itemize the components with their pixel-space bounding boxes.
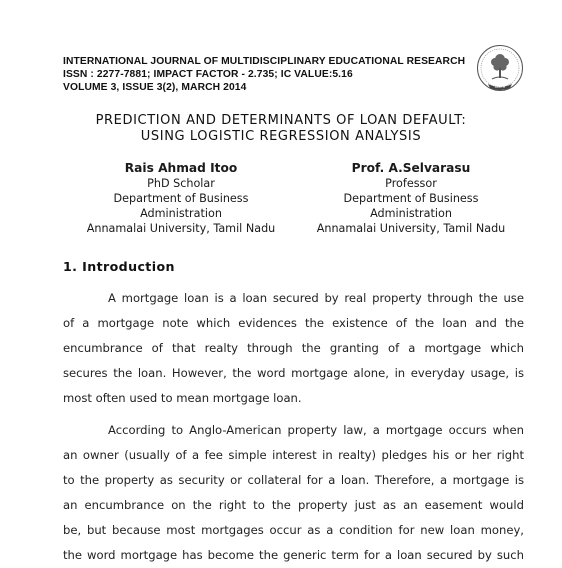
text-line: an encumbrance on the right to the property just as an easement would [63,498,524,512]
svg-text:IJMER: IJMER [494,85,506,90]
author-department: Department of Business [343,192,479,205]
journal-name: INTERNATIONAL JOURNAL OF MULTIDISCIPLINARY EDUCATIONAL RESEARCH [63,56,466,67]
text-line: an owner (usually of a fee simple interest in realty) pledges his or her right [63,448,524,462]
paragraph-2 [63,418,524,568]
text-line: to the property as security or collateral for a loan. Therefore, a mortgage is [63,473,524,487]
author-role: Professor [385,177,437,190]
text-line: secures the loan. However, the word mortgage alone, in everyday usage, is [63,366,524,380]
author-affiliation: Annamalai University, Tamil Nadu [316,222,506,235]
author-department-cont: Administration [140,207,222,220]
text-line: be, but because most mortgages occur as a condition for new loan money, [63,523,524,537]
author-name: Prof. A.Selvarasu [351,161,471,175]
paragraph-1 [63,286,524,411]
author-name: Rais Ahmad Itoo [124,161,238,175]
text-line: A mortgage loan is a loan secured by real property through the use [108,291,524,305]
text-line: of a mortgage note which evidences the existence of the loan and the [63,316,524,330]
paper-title [0,113,562,145]
author-department-cont: Administration [370,207,452,220]
journal-issn: ISSN : 2277-7881; IMPACT FACTOR - 2.735; IC VALUE:5.16 [63,69,353,80]
text-line: most often used to mean mortgage loan. [63,391,302,405]
tree-seal-icon [476,44,524,92]
section-heading: 1. Introduction [63,259,175,274]
text-line: the word mortgage has become the generic term for a loan secured by such [63,548,524,562]
text-line: encumbrance of that realty through the granting of a mortgage which [63,341,524,355]
text-line: According to Anglo-American property law, a mortgage occurs when [108,423,524,437]
author-department: Department of Business [113,192,249,205]
author-block-2 [298,160,524,236]
author-role: PhD Scholar [147,177,215,190]
author-affiliation: Annamalai University, Tamil Nadu [86,222,276,235]
title-line-1: PREDICTION AND DETERMINANTS OF LOAN DEFAULT: [95,113,467,128]
journal-header [63,55,465,94]
journal-volume: VOLUME 3, ISSUE 3(2), MARCH 2014 [63,82,247,93]
title-line-2: USING LOGISTIC REGRESSION ANALYSIS [140,129,422,144]
author-block-1 [68,160,294,236]
